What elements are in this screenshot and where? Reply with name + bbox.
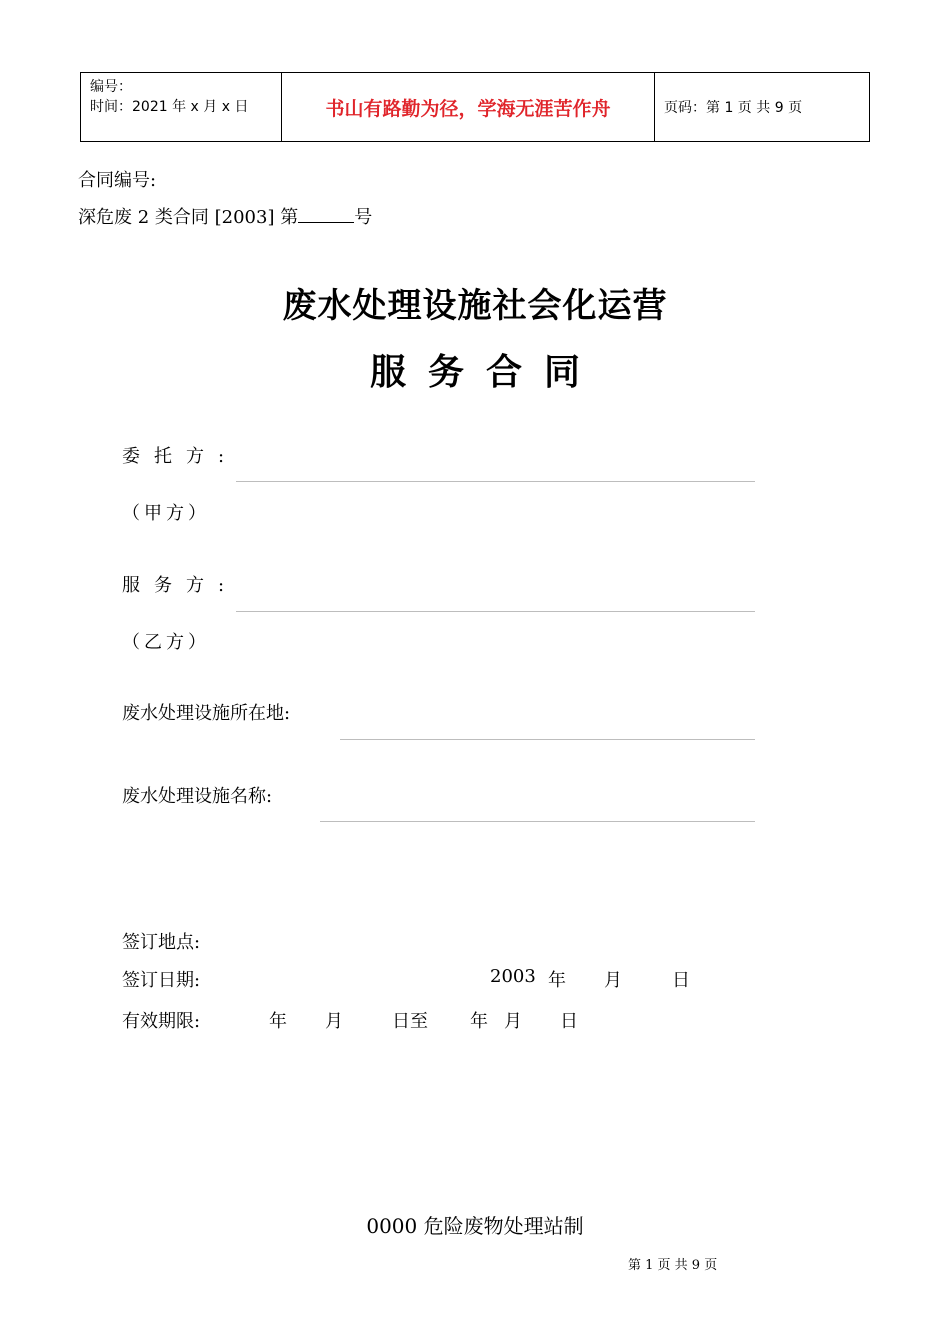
document-subtitle: 服务合同 — [369, 351, 602, 393]
signing-date-label: 签订日期: — [122, 970, 201, 991]
header-divider — [654, 73, 655, 141]
contract-number-blank[interactable] — [298, 204, 354, 223]
validity-to-day: 日 — [560, 1011, 578, 1032]
signing-date-day-unit: 日 — [672, 970, 690, 991]
signing-date-month-unit: 月 — [604, 970, 622, 991]
page-header — [80, 72, 870, 142]
header-divider — [869, 73, 870, 141]
provider-label: 服务方: — [122, 575, 239, 596]
facility-name-label: 废水处理设施名称: — [122, 786, 273, 807]
signing-date-year: 2003 — [490, 966, 536, 987]
validity-from-year: 年 — [269, 1011, 287, 1032]
contract-number-label: 合同编号: — [78, 170, 157, 191]
validity-from-month: 月 — [325, 1011, 343, 1032]
facility-name-field[interactable] — [320, 821, 755, 822]
header-code-label: 编号： — [90, 79, 132, 95]
header-time-label: 时间：2021 年 x 月 x 日 — [90, 99, 249, 115]
contract-number-line — [78, 203, 372, 229]
validity-to-month: 月 — [504, 1011, 522, 1032]
validity-to-year: 年 — [470, 1011, 488, 1032]
footer-page-number: 第 1 页 共 9 页 — [628, 1258, 718, 1273]
validity-from-day: 日至 — [392, 1011, 428, 1032]
issuing-organization: 0000 危险废物处理站制 — [366, 1214, 584, 1238]
client-label: 委托方: — [122, 446, 239, 467]
document-title: 废水处理设施社会化运营 — [282, 286, 668, 326]
header-motto: 书山有路勤为径，学海无涯苦作舟 — [325, 97, 611, 120]
header-meta — [90, 77, 248, 117]
provider-field[interactable] — [236, 611, 755, 612]
signing-date-year-unit: 年 — [548, 970, 566, 991]
contract-number-prefix: 深危废 2 类合同 [2003] 第 — [78, 207, 299, 228]
header-page-info: 页码：第 1 页 共 9 页 — [664, 100, 803, 116]
facility-location-field[interactable] — [340, 739, 755, 740]
provider-sub-label: （乙方） — [122, 632, 210, 653]
facility-location-label: 废水处理设施所在地: — [122, 703, 291, 724]
validity-label: 有效期限: — [122, 1011, 201, 1032]
header-divider — [80, 73, 81, 141]
contract-number-suffix: 号 — [354, 207, 373, 228]
signing-place-label: 签订地点: — [122, 932, 201, 953]
client-field[interactable] — [236, 481, 755, 482]
client-sub-label: （甲方） — [122, 503, 210, 524]
